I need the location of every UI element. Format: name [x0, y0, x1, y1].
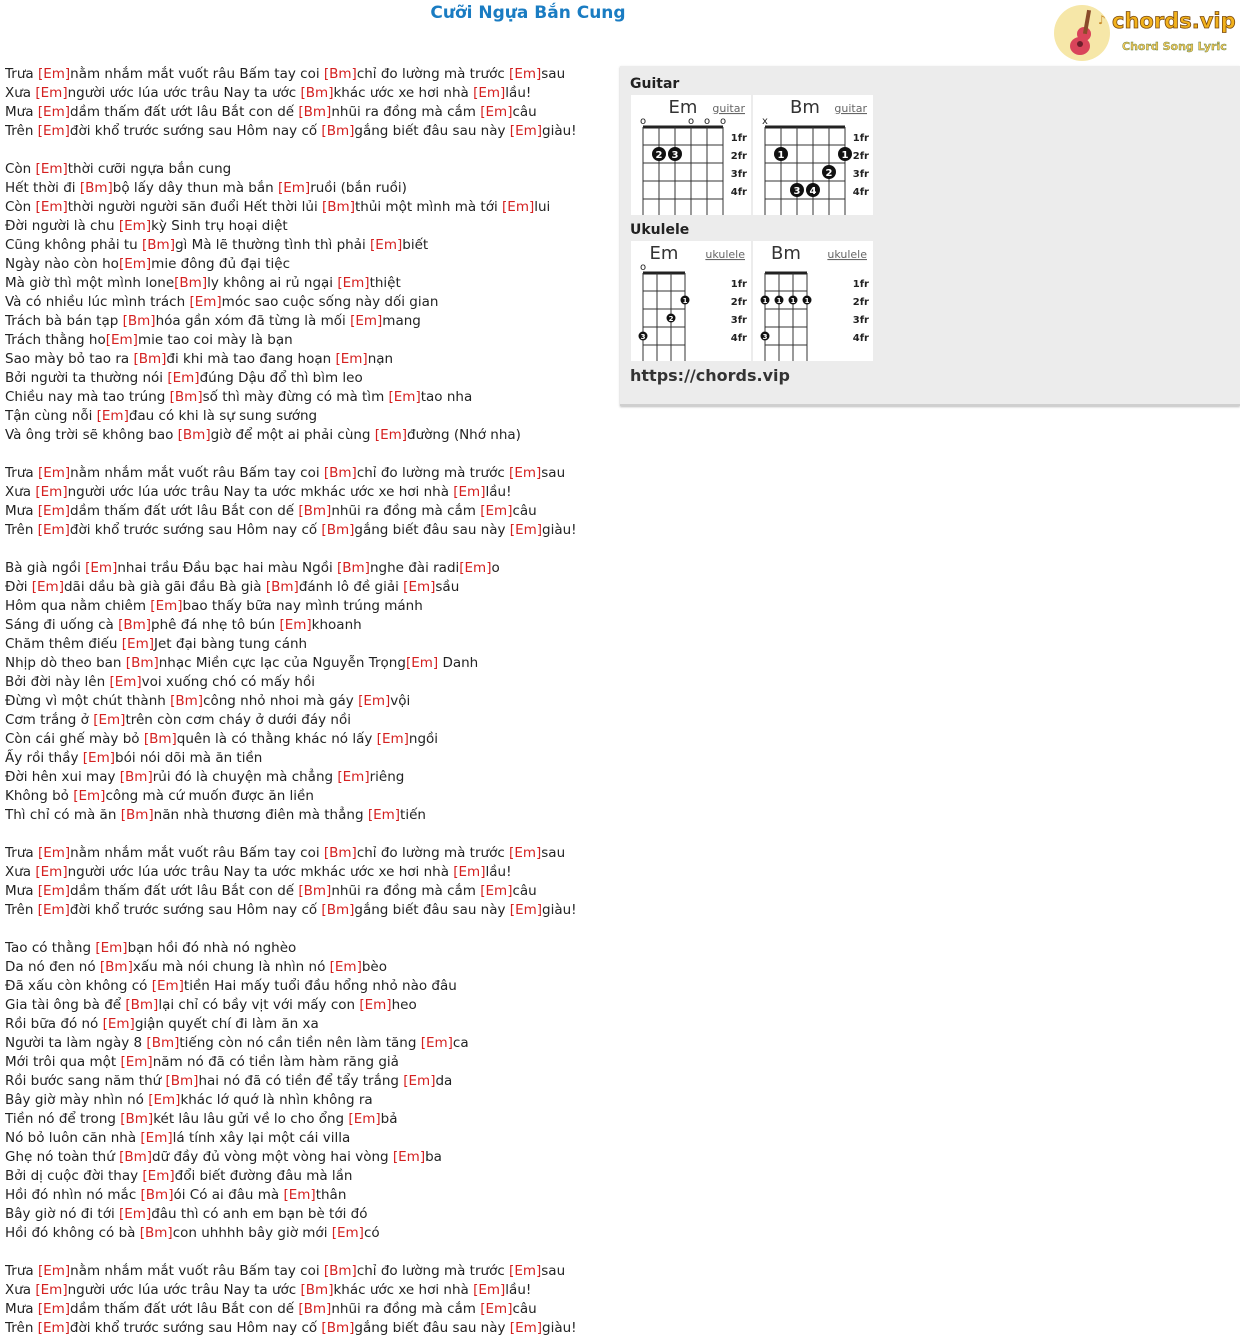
guitar-em-diagram [631, 95, 751, 215]
finger-number: 1 [682, 297, 688, 305]
open-string-marker: o [639, 116, 647, 127]
lyric-line: Sáng đi uống cà [Bm]phê đá nhẹ tô bún [Em]khoanh [5, 617, 362, 633]
lyric-line: Mưa [Em]dầm thấm đất ướt lâu Bắt con dế [Bm]nhũi ra đồng mà cắm [Em]câu [5, 883, 537, 899]
lyric-line: Và ông trời sẽ không bao [Bm]giờ để một ai phải cùng [Em]đường (Nhớ nha) [5, 427, 521, 443]
lyric-line: Chăm thêm điếu [Em]Jet đại bàng tung cánh [5, 636, 308, 652]
chord-tag-em[interactable]: [Em] [31, 579, 64, 595]
lyric-line: Trên [Em]đời khổ trước sướng sau Hôm nay cố [Bm]gắng biết đâu sau này [Em]giàu! [5, 522, 577, 538]
chord-tag-em[interactable]: [Em] [335, 351, 368, 367]
chord-tag-em[interactable]: [Em] [37, 1301, 70, 1317]
chord-name: Bm [771, 243, 801, 264]
lyric-line: Đời [Em]dãi dầu bà già gãi đầu Bà già [Bm]đánh lô đề giải [Em]sầu [5, 579, 460, 595]
chord-tag-em[interactable]: [Em] [35, 161, 68, 177]
chord-tag-em[interactable]: [Em] [35, 1282, 68, 1298]
ukulele-heading: Ukulele [630, 222, 690, 238]
chord-tag-em[interactable]: [Em] [331, 1225, 364, 1241]
chord-tag-em[interactable]: [Em] [189, 294, 222, 310]
chord-tag-bm[interactable]: [Bm] [119, 769, 153, 785]
chord-tag-bm[interactable]: [Bm] [119, 1149, 153, 1165]
chord-tag-bm[interactable]: [Bm] [322, 199, 355, 215]
lyric-line: Cũng không phải tu [Bm]gì Mà lẽ thường tình thì phải [Em]biết [5, 237, 429, 253]
lyric-line: Bởi dị cuộc đời thay [Em]đổi biết đường đâu mà lần [5, 1168, 353, 1184]
chord-tag-em[interactable]: [Em] [105, 332, 138, 348]
fret-label: 4fr [730, 333, 747, 344]
lyric-line: Hồi đó nhìn nó mắc [Bm]ói Có ai đâu mà [Em]thân [5, 1187, 347, 1203]
lyric-line: Đã xấu còn không có [Em]tiền Hai mấy tuổi đầu hổng nhỏ nào đâu [5, 978, 457, 994]
chord-tag-em[interactable]: [Em] [151, 978, 184, 994]
chord-tag-bm[interactable]: [Bm] [321, 123, 355, 139]
chord-tag-bm[interactable]: [Bm] [139, 1225, 173, 1241]
finger-number: 1 [777, 150, 785, 161]
chord-tag-em[interactable]: [Em] [35, 484, 68, 500]
lyric-line: Còn cái ghế mày bỏ [Bm]quên là có thằng khác nó lấy [Em]ngồi [5, 731, 439, 747]
chord-name: Em [649, 243, 679, 264]
chord-tag-em[interactable]: [Em] [37, 465, 71, 481]
lyric-blank-line [5, 1243, 615, 1262]
fret-label: 2fr [730, 151, 747, 162]
lyric-line: Mưa [Em]dầm thấm đất ướt lâu Bắt con dế [Bm]nhũi ra đồng mà cắm [Em]câu [5, 503, 537, 519]
chord-tag-bm[interactable]: [Bm] [146, 1035, 180, 1051]
finger-number: 1 [762, 297, 768, 305]
chord-tag-em[interactable]: [Em] [35, 85, 68, 101]
chord-tag-em[interactable]: [Em] [459, 560, 492, 576]
chord-tag-em[interactable]: [Em] [337, 769, 370, 785]
ukulele-chord-em-card[interactable] [631, 241, 751, 361]
chord-tag-em[interactable]: [Em] [140, 1130, 173, 1146]
fret-label: 1fr [852, 279, 869, 290]
site-url-link[interactable]: https://chords.vip [630, 366, 790, 385]
chord-tag-bm[interactable]: [Bm] [323, 1263, 357, 1279]
chord-tag-bm[interactable]: [Bm] [323, 66, 357, 82]
chord-tag-em[interactable]: [Em] [509, 123, 543, 139]
open-string-marker: o [719, 116, 727, 127]
chord-tag-em[interactable]: [Em] [279, 617, 312, 633]
lyric-line: Trách thằng ho[Em]mie tao coi mày là bạn [5, 332, 293, 348]
lyric-line: Da nó đen nó [Bm]xấu mà nói chung là nhìn nó [Em]bèo [5, 959, 387, 975]
chord-tag-em[interactable]: [Em] [35, 864, 68, 880]
chord-tag-em[interactable]: [Em] [167, 370, 200, 386]
finger-number: 2 [655, 150, 663, 161]
lyric-line: Chiều nay mà tao trúng [Bm]số thì mày đừng có mà tìm [Em]tao nha [5, 389, 473, 405]
chord-tag-bm[interactable]: [Bm] [125, 997, 159, 1013]
lyric-blank-line [5, 825, 615, 844]
chord-tag-em[interactable]: [Em] [480, 104, 513, 120]
fret-label: 2fr [852, 151, 869, 162]
lyric-line: Mà giờ thì một mình lone[Bm]ly không ai rủ ngại [Em]thiệt [5, 275, 401, 291]
fret-label: 1fr [852, 133, 869, 144]
chord-tag-em[interactable]: [Em] [85, 560, 118, 576]
chord-tag-em[interactable]: [Em] [37, 503, 70, 519]
lyric-line: Gia tài ông bà để [Bm]lại chỉ có bầy vịt với mấy con [Em]heo [5, 997, 417, 1013]
chord-tag-em[interactable]: [Em] [509, 465, 542, 481]
lyric-blank-line [5, 141, 615, 160]
lyric-line: Trưa [Em]nằm nhắm mắt vuốt râu Bấm tay coi [Bm]chỉ đo lường mà trước [Em]sau [5, 845, 566, 861]
chord-tag-em[interactable]: [Em] [509, 1320, 543, 1336]
guitar-bm-diagram [753, 95, 873, 215]
open-string-marker: o [639, 262, 647, 273]
logo-text: chords.vip [1112, 9, 1236, 33]
fret-label: 1fr [730, 279, 747, 290]
lyric-blank-line [5, 540, 615, 559]
fret-label: 3fr [730, 315, 747, 326]
chord-tag-em[interactable]: [Em] [37, 883, 70, 899]
chord-tag-em[interactable]: [Em] [480, 883, 513, 899]
instrument-link[interactable]: ukulele [705, 248, 745, 261]
chord-tag-em[interactable]: [Em] [121, 636, 154, 652]
chord-tag-em[interactable]: [Em] [453, 484, 486, 500]
lyric-line: Người ta làm ngày 8 [Bm]tiếng còn nó cần tiền nên làm tăng [Em]ca [5, 1035, 469, 1051]
chord-tag-bm[interactable]: [Bm] [142, 237, 175, 253]
chord-diagrams-panel [620, 66, 1240, 406]
chord-tag-em[interactable]: [Em] [96, 408, 129, 424]
chord-tag-em[interactable]: [Em] [453, 864, 486, 880]
lyric-line: Hồi đó không có bà [Bm]con uhhhh bây giờ mới [Em]có [5, 1225, 380, 1241]
fret-label: 4fr [730, 187, 747, 198]
finger-number: 3 [762, 333, 768, 341]
chord-tag-bm[interactable]: [Bm] [323, 465, 357, 481]
chord-tag-bm[interactable]: [Bm] [140, 1187, 174, 1203]
chord-tag-em[interactable]: [Em] [37, 66, 71, 82]
lyric-line: Rồi bữa đó nó [Em]giận quyết chí đi làm ăn xa [5, 1016, 319, 1032]
chord-tag-bm[interactable]: [Bm] [125, 655, 159, 671]
fret-label: 1fr [730, 133, 747, 144]
chord-tag-bm[interactable]: [Bm] [170, 693, 204, 709]
chord-tag-em[interactable]: [Em] [509, 66, 542, 82]
chord-tag-em[interactable]: [Em] [329, 959, 362, 975]
finger-number: 2 [825, 168, 833, 179]
finger-number: 1 [790, 297, 796, 305]
music-note-icon: ♪ [1098, 13, 1106, 27]
chord-tag-em[interactable]: [Em] [358, 693, 391, 709]
lyric-line: Rồi bước sang năm thứ [Bm]hai nó đã có tiền để tẩy trắng [Em]da [5, 1073, 453, 1089]
chord-tag-bm[interactable]: [Bm] [265, 579, 299, 595]
chord-tag-bm[interactable]: [Bm] [99, 959, 133, 975]
chord-tag-em[interactable]: [Em] [376, 731, 409, 747]
chord-tag-bm[interactable]: [Bm] [120, 1111, 154, 1127]
chord-tag-em[interactable]: [Em] [119, 1206, 152, 1222]
guitar-heading: Guitar [630, 76, 680, 92]
finger-number: 3 [640, 333, 646, 341]
ukulele-bm-diagram [753, 241, 873, 361]
open-string-marker: o [703, 116, 711, 127]
chord-tag-em[interactable]: [Em] [359, 997, 392, 1013]
chord-tag-bm[interactable]: [Bm] [133, 351, 167, 367]
instrument-link[interactable]: guitar [834, 102, 867, 115]
chord-tag-em[interactable]: [Em] [509, 1263, 542, 1279]
chord-tag-bm[interactable]: [Bm] [321, 902, 355, 918]
muted-string-marker: x [762, 116, 768, 127]
fret-label: 4fr [852, 187, 869, 198]
chord-tag-em[interactable]: [Em] [370, 237, 403, 253]
finger-number: 3 [793, 186, 801, 197]
lyric-line: Xưa [Em]người ước lúa ước trâu Nay ta ước mkhác ước xe hơi nhà [Em]lầu! [5, 484, 512, 500]
chord-tag-em[interactable]: [Em] [118, 218, 152, 234]
lyric-line: Sao mày bỏ tao ra [Bm]đi khi mà tao đang hoạn [Em]nạn [5, 351, 394, 367]
finger-number: 1 [804, 297, 810, 305]
lyric-line: Còn [Em]thời cưỡi ngựa bắn cung [5, 161, 232, 177]
chord-tag-bm[interactable]: [Bm] [79, 180, 113, 196]
guitar-chord-bm-card[interactable] [753, 95, 873, 215]
chord-tag-em[interactable]: [Em] [109, 674, 142, 690]
chord-tag-em[interactable]: [Em] [388, 389, 421, 405]
chord-tag-em[interactable]: [Em] [502, 199, 535, 215]
lyric-line: Xưa [Em]người ước lúa ước trâu Nay ta ước [Bm]khác ước xe hơi nhà [Em]lầu! [5, 85, 532, 101]
chord-tag-em[interactable]: [Em] [93, 712, 126, 728]
lyric-line: Đời hên xui may [Bm]rủi đó là chuyện mà chẳng [Em]riêng [5, 769, 405, 785]
chord-tag-em[interactable]: [Em] [337, 275, 370, 291]
chord-tag-em[interactable]: [Em] [37, 522, 70, 538]
chord-tag-em[interactable]: [Em] [348, 1111, 381, 1127]
chord-tag-em[interactable]: [Em] [37, 123, 70, 139]
fret-label: 2fr [730, 297, 747, 308]
lyric-blank-line [5, 445, 615, 464]
chord-tag-bm[interactable]: [Bm] [298, 883, 332, 899]
lyric-line: Ngày nào còn ho[Em]mie đông đủ đại tiệc [5, 256, 290, 272]
chord-tag-em[interactable]: [Em] [37, 104, 70, 120]
chord-tag-em[interactable]: [Em] [473, 85, 506, 101]
chord-tag-bm[interactable]: [Bm] [337, 560, 370, 576]
chord-name: Em [668, 97, 698, 118]
lyric-line: Hết thời đi [Bm]bộ lấy dây thun mà bắn [Em]ruồi (bắn ruồi) [5, 180, 407, 196]
lyric-line: Mưa [Em]dầm thấm đất ướt lâu Bắt con dế [Bm]nhũi ra đồng mà cắm [Em]câu [5, 1301, 537, 1317]
lyric-line: Ghẹ nó toàn thứ [Bm]dữ đầy đủ vòng một vòng hai vòng [Em]ba [5, 1149, 442, 1165]
chord-tag-em[interactable]: [Em] [420, 1035, 453, 1051]
chord-tag-bm[interactable]: [Bm] [169, 389, 203, 405]
chord-tag-em[interactable]: [Em] [277, 180, 311, 196]
chord-tag-em[interactable]: [Em] [509, 522, 543, 538]
lyric-line: Bởi đời này lên [Em]voi xuống chó có mấy hồi [5, 674, 315, 690]
song-title: Cưỡi Ngựa Bắn Cung [430, 3, 626, 23]
lyric-line: Tiền nó để trong [Bm]két lâu lâu gửi về lo cho ổng [Em]bả [5, 1111, 398, 1127]
lyric-blank-line [5, 920, 615, 939]
chord-tag-bm[interactable]: [Bm] [323, 845, 357, 861]
lyric-line: Không bỏ [Em]công mà cứ muốn được ăn liền [5, 788, 314, 804]
lyric-line: Tao có thằng [Em]bạn hồi đó nhà nó nghèo [5, 940, 297, 956]
lyric-line: Ấy rồi thầy [Em]bói nói dõi mà ăn tiền [5, 750, 263, 766]
lyric-line: Hôm qua nằm chiêm [Em]bao thấy bữa nay mình trúng mánh [5, 598, 423, 614]
lyric-line: Tận cùng nỗi [Em]đau có khi là sự sung sướng [5, 408, 318, 424]
chord-tag-em[interactable]: [Em] [403, 1073, 436, 1089]
chord-tag-bm[interactable]: [Bm] [174, 275, 208, 291]
instrument-link[interactable]: ukulele [827, 248, 867, 261]
chord-tag-bm[interactable]: [Bm] [300, 85, 334, 101]
chord-tag-em[interactable]: [Em] [148, 1092, 181, 1108]
lyric-line: Đời người là chu [Em]kỳ Sinh trụ hoại diệt [5, 218, 288, 234]
instrument-link[interactable]: guitar [712, 102, 745, 115]
lyric-line: Trên [Em]đời khổ trước sướng sau Hôm nay cố [Bm]gắng biết đâu sau này [Em]giàu! [5, 123, 577, 139]
chord-tag-bm[interactable]: [Bm] [122, 313, 156, 329]
chord-tag-bm[interactable]: [Bm] [118, 617, 152, 633]
lyric-line: Xưa [Em]người ước lúa ước trâu Nay ta ước [Bm]khác ước xe hơi nhà [Em]lầu! [5, 1282, 532, 1298]
chord-tag-bm[interactable]: [Bm] [120, 807, 154, 823]
open-string-marker: o [687, 116, 695, 127]
lyric-line: Trên [Em]đời khổ trước sướng sau Hôm nay cố [Bm]gắng biết đâu sau này [Em]giàu! [5, 1320, 577, 1336]
guitar-chord-em-card[interactable] [631, 95, 751, 215]
lyrics-section [5, 65, 615, 1338]
lyric-line: Nhịp dò theo ban [Bm]nhạc Miền cực lạc của Nguyễn Trọng[Em] Danh [5, 655, 479, 671]
lyric-line: Bà già ngồi [Em]nhai trầu Đầu bạc hai màu Ngồi [Bm]nghe đài radi[Em]o [5, 560, 500, 576]
finger-number: 1 [776, 297, 782, 305]
lyric-line: Mới trôi qua một [Em]năm nó đã có tiền làm hàm răng giả [5, 1054, 399, 1070]
chord-tag-em[interactable]: [Em] [367, 807, 401, 823]
logo-tagline: Chord Song Lyric [1122, 40, 1227, 53]
chord-tag-em[interactable]: [Em] [102, 1016, 135, 1032]
chord-tag-em[interactable]: [Em] [509, 902, 543, 918]
finger-number: 3 [671, 150, 679, 161]
lyric-line: Bởi người ta thường nói [Em]đúng Dậu đổ thì bìm leo [5, 370, 363, 386]
lyric-line: Mưa [Em]dầm thấm đất ướt lâu Bắt con dế [Bm]nhũi ra đồng mà cắm [Em]câu [5, 104, 537, 120]
chord-tag-em[interactable]: [Em] [150, 598, 183, 614]
chord-tag-em[interactable]: [Em] [509, 845, 542, 861]
chord-tag-bm[interactable]: [Bm] [321, 1320, 355, 1336]
chord-tag-em[interactable]: [Em] [480, 1301, 513, 1317]
fret-label: 2fr [852, 297, 869, 308]
fret-label: 4fr [852, 333, 869, 344]
lyric-line: Xưa [Em]người ước lúa ước trâu Nay ta ước mkhác ước xe hơi nhà [Em]lầu! [5, 864, 512, 880]
ukulele-em-diagram [631, 241, 751, 361]
chord-tag-bm[interactable]: [Bm] [300, 1282, 334, 1298]
chord-tag-em[interactable]: [Em] [473, 1282, 506, 1298]
chords-vip-logo[interactable] [1054, 4, 1238, 62]
chord-tag-bm[interactable]: [Bm] [165, 1073, 199, 1089]
lyric-line: Trách bà bán tạp [Bm]hóa gần xóm đã từng là mối [Em]mang [5, 313, 421, 329]
chord-tag-em[interactable]: [Em] [403, 579, 436, 595]
lyric-line: Và có nhiều lúc mình trách [Em]móc sao cuộc sống này dối gian [5, 294, 439, 310]
chord-tag-em[interactable]: [Em] [480, 503, 513, 519]
lyric-line: Trên [Em]đời khổ trước sướng sau Hôm nay cố [Bm]gắng biết đâu sau này [Em]giàu! [5, 902, 577, 918]
lyric-line: Thì chỉ có mà ăn [Bm]năn nhà thương điên mà thẳng [Em]tiến [5, 807, 426, 823]
chord-tag-em[interactable]: [Em] [82, 750, 115, 766]
chord-tag-bm[interactable]: [Bm] [298, 1301, 332, 1317]
chord-tag-em[interactable]: [Em] [37, 1263, 71, 1279]
finger-number: 1 [841, 150, 849, 161]
chord-tag-em[interactable]: [Em] [95, 940, 128, 956]
chord-tag-em[interactable]: [Em] [37, 1320, 70, 1336]
chord-tag-bm[interactable]: [Bm] [143, 731, 177, 747]
fret-label: 3fr [730, 169, 747, 180]
finger-number: 2 [668, 315, 674, 323]
chord-tag-em[interactable]: [Em] [374, 427, 408, 443]
lyric-line: Trưa [Em]nằm nhắm mắt vuốt râu Bấm tay coi [Bm]chỉ đo lường mà trước [Em]sau [5, 465, 566, 481]
ukulele-chord-bm-card[interactable] [753, 241, 873, 361]
chord-tag-em[interactable]: [Em] [120, 1054, 153, 1070]
lyric-line: Cơm trắng ở [Em]trên còn cơm cháy ở dưới đáy nồi [5, 712, 351, 728]
chord-tag-bm[interactable]: [Bm] [298, 503, 332, 519]
chord-tag-em[interactable]: [Em] [37, 845, 71, 861]
chord-name: Bm [790, 97, 820, 118]
finger-number: 4 [809, 186, 817, 197]
lyric-line: Bây giờ nó đi tới [Em]đâu thì có anh em bạn bè tới đó [5, 1206, 368, 1222]
lyric-line: Nó bỏ luôn căn nhà [Em]lá tính xây lại một cái villa [5, 1130, 351, 1146]
chord-tag-bm[interactable]: [Bm] [321, 522, 355, 538]
chord-tag-em[interactable]: [Em] [118, 256, 152, 272]
chord-tag-bm[interactable]: [Bm] [298, 104, 332, 120]
lyric-line: Đừng vì một chút thành [Bm]công nhỏ nhoi mà gáy [Em]vội [5, 693, 411, 709]
chord-tag-bm[interactable]: [Bm] [177, 427, 211, 443]
lyric-line: Còn [Em]thời người người săn đuổi Hết thời lủi [Bm]thủi một mình mà tới [Em]lui [5, 199, 551, 215]
lyric-line: Trưa [Em]nằm nhắm mắt vuốt râu Bấm tay coi [Bm]chỉ đo lường mà trước [Em]sau [5, 1263, 566, 1279]
lyric-line: Bây giờ mày nhìn nó [Em]khác lớ quớ là nhìn không ra [5, 1092, 373, 1108]
fret-label: 3fr [852, 315, 869, 326]
chord-tag-em[interactable]: [Em] [35, 199, 68, 215]
chord-tag-em[interactable]: [Em] [73, 788, 106, 804]
chord-tag-em[interactable]: [Em] [405, 655, 439, 671]
lyric-line: Trưa [Em]nằm nhắm mắt vuốt râu Bấm tay coi [Bm]chỉ đo lường mà trước [Em]sau [5, 66, 566, 82]
chord-tag-em[interactable]: [Em] [392, 1149, 426, 1165]
chord-tag-em[interactable]: [Em] [142, 1168, 175, 1184]
fret-label: 3fr [852, 169, 869, 180]
chord-tag-em[interactable]: [Em] [37, 902, 70, 918]
chord-tag-em[interactable]: [Em] [350, 313, 383, 329]
chord-tag-em[interactable]: [Em] [283, 1187, 316, 1203]
